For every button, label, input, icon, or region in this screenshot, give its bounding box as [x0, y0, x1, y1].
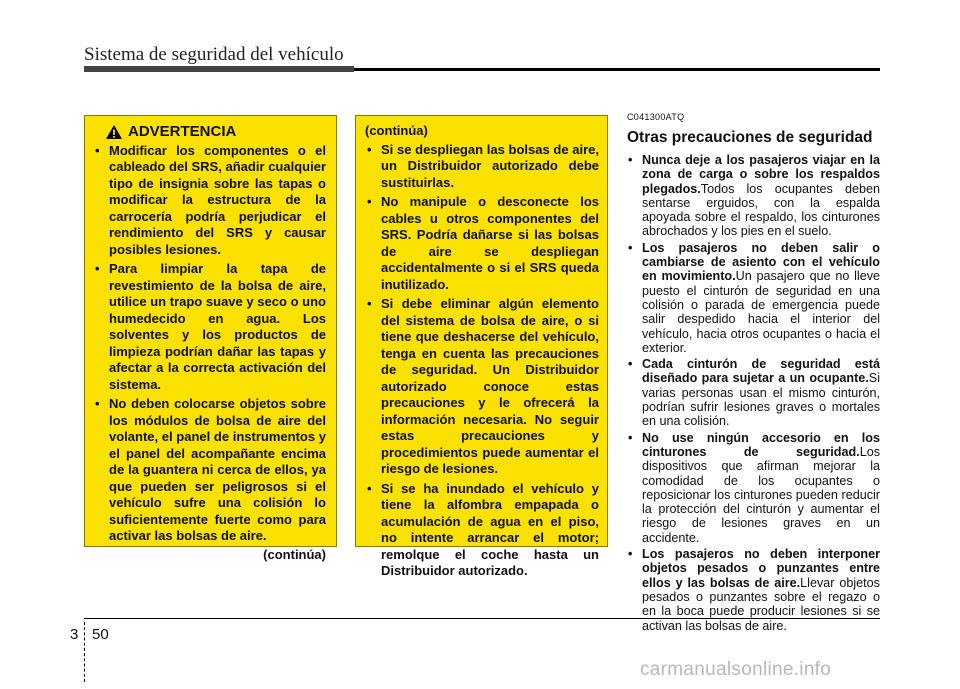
precaution-item	[627, 547, 880, 633]
precaution-text: Todos los ocupantes deben sentarse erguidos, con la espalda apoyada sobre el respaldo, los cinturones abrochados y los pies en el suelo.	[642, 181, 880, 239]
continued-heading: (continúa)	[365, 123, 428, 138]
precaution-text: Un pasajero que no lleve puesto el cinturón de seguridad en una colisión o parada de emergencia puede salir despedido hacia el interior del vehículo, hacia otros ocupantes o hacia el exterior.	[642, 269, 881, 355]
warning-item: • Si se ha inundado el vehículo y tiene la alfombra empapada o acumulación de agua en el piso, no intente arrancar el motor; remolque el coche hasta un Distribuidor autorizado.	[365, 481, 599, 580]
warning-item: • Modificar los componentes o el cableado del SRS, añadir cualquier tipo de insignia sobre las tapas o modificar la estructura de la carrocería podría perjudicar el rendimiento del SRS y causar posibles lesiones.	[93, 143, 326, 259]
precaution-bold: Los pasajeros no deben interponer objetos pesados o punzantes entre ellos y las bolsas de aire.	[642, 547, 880, 590]
precaution-text: Los dispositivos que afirman mejorar la comodidad de los ocupantes o reposicionar los cinturones pueden reducir la protección del cinturón y aumentar el riesgo de lesiones graves en un accidente.	[642, 444, 880, 545]
page-number: 50	[92, 626, 109, 643]
warning-item: • No deben colocarse objetos sobre los módulos de bolsa de aire del volante, el panel de instrumentos y el panel del acompañante encima de la guantera ni cerca de ellos, ya que pueden ser peligrosos si el vehículo sufre una colisión lo suficientemente fuerte como para activar las bolsas de aire.	[93, 396, 326, 545]
warning-triangle-icon	[105, 124, 123, 140]
precaution-item	[627, 431, 880, 545]
precaution-text: Si varias personas usan el mismo cinturón, podrían sufrir lesiones graves o mortales en una colisión.	[642, 371, 880, 429]
precaution-item	[627, 153, 880, 239]
page-header-title: Sistema de seguridad del vehículo	[84, 44, 344, 65]
continued-warning-box	[355, 115, 608, 578]
precaution-bold: No use ningún accesorio en los cinturones de seguridad.	[642, 430, 880, 459]
precautions-section	[627, 112, 880, 635]
footer-rule	[84, 618, 880, 619]
precaution-bold: Cada cinturón de seguridad está diseñado para sujetar a un ocupante.	[642, 357, 880, 386]
warning-item: • No manipule o desconecte los cables u otros componentes del SRS. Podría dañarse si las bolsas de aire se despliegan accidentalmente o si el SRS queda inutilizado.	[365, 194, 599, 293]
warning-heading-text: ADVERTENCIA	[128, 123, 237, 140]
section-title: Otras precauciones de seguridad	[627, 129, 873, 146]
watermark: carmanualsonline.info	[640, 659, 832, 680]
precaution-text: Llevar objetos pesados o punzantes sobre el regazo o en la boca puede producir lesiones si se activan las bolsas de aire.	[642, 575, 880, 633]
warning-box	[84, 115, 337, 562]
precaution-bold: Nunca deje a los pasajeros viajar en la zona de carga o sobre los respaldos plegados.	[642, 153, 880, 196]
precaution-item	[627, 357, 880, 428]
section-code: C041300ATQ	[627, 112, 685, 122]
continued-label: (continúa)	[263, 546, 326, 562]
warning-item: • Para limpiar la tapa de revestimiento de la bolsa de aire, utilice un trapo suave y seco o uno humedecido en agua. Los solventes y los productos de limpieza podrían dañar las tapas y afectar a la correcta activación del sistema.	[93, 261, 326, 393]
header-rule	[84, 68, 880, 71]
precaution-item	[627, 241, 880, 355]
warning-heading	[105, 124, 326, 141]
section-number: 3	[70, 626, 79, 643]
precaution-bold: Los pasajeros no deben salir o cambiarse de asiento con el vehículo en movimiento.	[642, 240, 880, 284]
warning-item: • Si se despliegan las bolsas de aire, un Distribuidor autorizado debe sustituirlas.	[365, 142, 599, 192]
footer-divider	[84, 622, 86, 682]
warning-item: • Si debe eliminar algún elemento del sistema de bolsa de aire, o si tiene que deshacerse del vehículo, tenga en cuenta las precauciones de seguridad. Un Distribuidor autorizado conoce estas precauciones y le ofrecerá la información necesaria. No seguir estas precauciones y procedimientos puede aumentar el riesgo de lesiones.	[365, 296, 599, 478]
